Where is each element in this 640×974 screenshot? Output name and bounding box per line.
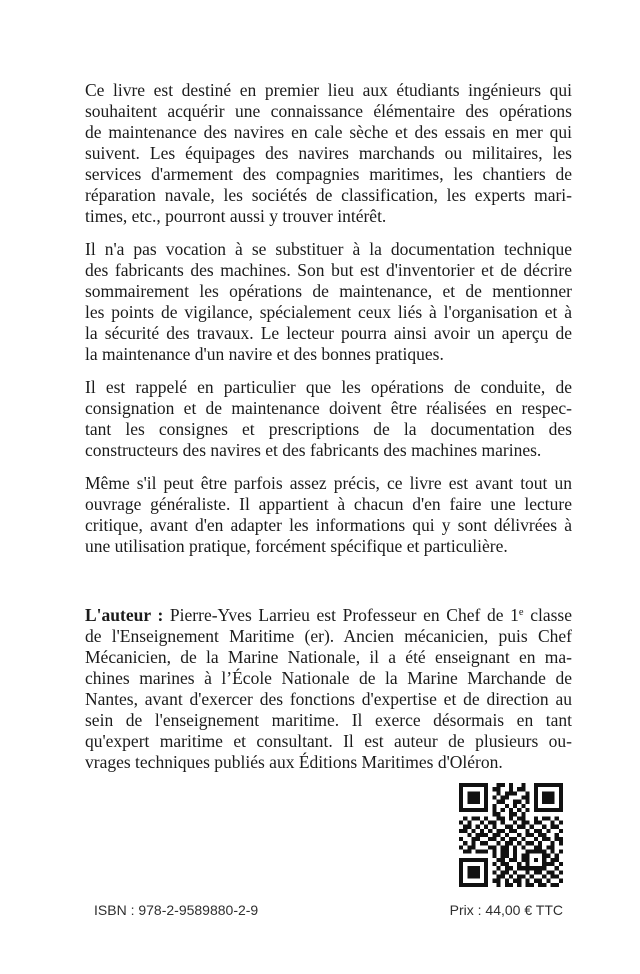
text-line: Il est rappelé en particulier que les opérations de conduite, de xyxy=(85,377,572,397)
text-line: critique, avant d'en adapter les informations qui y sont délivrées à xyxy=(85,515,572,535)
text-line: sommairement les opérations de maintenance, et de mentionner xyxy=(85,281,572,301)
text-line: chines marines à l’École Nationale de la Marine Marchande de xyxy=(85,668,572,688)
text-line: Même s'il peut être parfois assez précis, ce livre est avant tout un xyxy=(85,473,572,493)
text-line: sein de l'enseignement maritime. Il exerce désormais en tant xyxy=(85,710,572,730)
paragraph-purpose xyxy=(85,239,572,365)
text-line: Mécanicien, de la Marine Nationale, il a été enseignant en ma- xyxy=(85,647,572,667)
text-line: souhaitent acquérir une connaissance élémentaire des opérations xyxy=(85,101,572,121)
body-text xyxy=(85,80,572,785)
text-line: tant les consignes et prescriptions de la documentation des xyxy=(85,419,572,439)
ordinal-superscript: e xyxy=(518,607,524,618)
text-line: les points de vigilance, spécialement ceux liés à l'organisation et à xyxy=(85,302,572,322)
text-line: qu'expert maritime et consultant. Il est auteur de plusieurs ou- xyxy=(85,731,572,751)
text-line: une utilisation pratique, forcément spécifique et particulière. xyxy=(85,536,508,556)
text-line: des fabricants des machines. Son but est d'inventorier et de décrire xyxy=(85,260,572,280)
text-line: Ce livre est destiné en premier lieu aux étudiants ingénieurs qui xyxy=(85,80,572,100)
paragraph-disclaimer xyxy=(85,473,572,557)
author-first-line-text: Pierre-Yves Larrieu est Professeur en Chef de 1 xyxy=(163,605,519,625)
text-line: constructeurs des navires et des fabricants des machines marines. xyxy=(85,440,542,460)
text-line: suivent. Les équipages des navires marchands ou militaires, les xyxy=(85,143,572,163)
text-line: Nantes, avant d'exercer des fonctions d'expertise et de direction au xyxy=(85,689,572,709)
text-line: ouvrage généraliste. Il appartient à chacun d'en faire une lecture xyxy=(85,494,572,514)
isbn-text: ISBN : 978-2-9589880-2-9 xyxy=(94,902,259,918)
text-line: de l'Enseignement Maritime (er). Ancien mécanicien, puis Chef xyxy=(85,626,572,646)
text-line: times, etc., pourront aussi y trouver intérêt. xyxy=(85,206,387,226)
author-first-line xyxy=(85,605,572,626)
text-line: vrages techniques publiés aux Éditions Maritimes d'Oléron. xyxy=(85,752,503,772)
author-label: L'auteur : xyxy=(85,605,164,625)
text-line: la maintenance d'un navire et des bonnes pratiques. xyxy=(85,344,444,364)
author-first-line-tail: classe xyxy=(523,605,572,625)
text-line: de maintenance des navires en cale sèche et des essais en mer qui xyxy=(85,122,572,142)
author-paragraph xyxy=(85,605,572,773)
text-line: consignation et de maintenance doivent être réalisées en respec- xyxy=(85,398,572,418)
paragraph-safety-reminder xyxy=(85,377,572,461)
text-line: services d'armement des compagnies maritimes, les chantiers de xyxy=(85,164,572,184)
text-line: réparation navale, les sociétés de classification, les experts mari- xyxy=(85,185,572,205)
footer xyxy=(94,902,563,918)
qr-code xyxy=(459,783,563,887)
price-text: Prix : 44,00 € TTC xyxy=(449,902,563,918)
paragraph-audience xyxy=(85,80,572,227)
text-line: Il n'a pas vocation à se substituer à la documentation technique xyxy=(85,239,572,259)
text-line: la sécurité des travaux. Le lecteur pourra ainsi avoir un aperçu de xyxy=(85,323,572,343)
author-lines xyxy=(85,626,572,773)
